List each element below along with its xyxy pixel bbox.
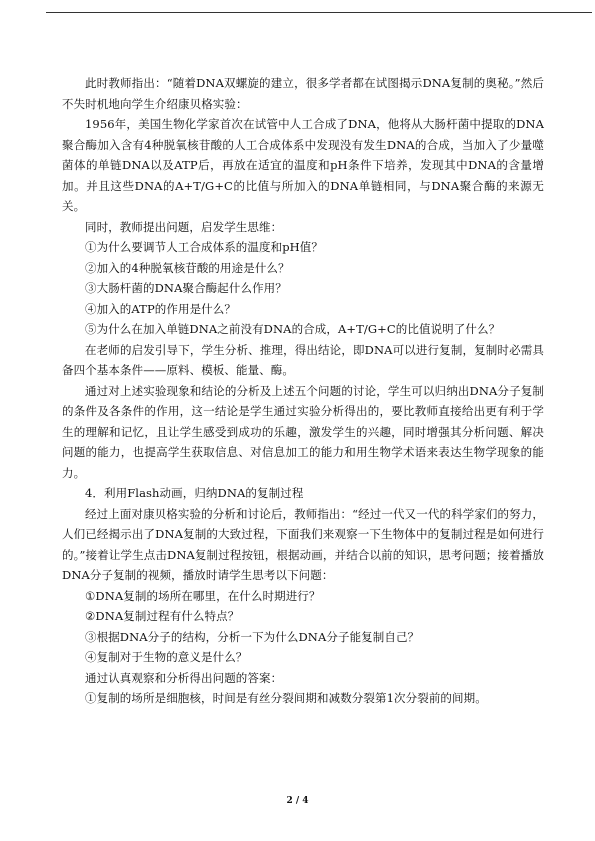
paragraph-teacher-intro: 此时教师指出：“随着DNA双螺旋的建立，很多学者都在试图揭示DNA复制的奥秘。”然后不失时机地向学生介绍康贝格实验： — [62, 76, 544, 111]
video-question-1: ①DNA复制的场所在哪里，在什么时期进行？ — [85, 588, 321, 603]
paragraph-answers-intro: 通过认真观察和分析得出问题的答案： — [85, 670, 283, 685]
question-item-3: ③大肠杆菌的DNA聚合酶起什么作用？ — [85, 281, 287, 295]
paragraph-teacher-questions: 同时，教师提出问题，启发学生思维： — [85, 219, 283, 234]
answer-item-1: ①复制的场所是细胞核，时间是有丝分裂间期和减数分裂第1次分裂前的间期。 — [85, 691, 487, 705]
page-number: 2 / 4 — [286, 796, 309, 806]
paragraph-kornberg-experiment: 1956年，美国生物化学家首次在试管中人工合成了DNA，他将从大肠杆菌中提取的DNA聚合酶加入含有4种脱氧核苷酸的人工合成体系中发现没有发生DNA的合成，当加入了少量噬菌体的单链DNA以及ATP后，再放在适宜的温度和pH条件下培养，发现其中DNA的含量增加。并且这些DNA的A+T/G+C的比值与所加入的DNA单链相同，与DNA聚合酶的来源无关。 — [62, 117, 544, 213]
paragraph-analysis: 通过对上述实验现象和结论的分析及上述五个问题的讨论，学生可以归纳出DNA分子复制的条件及各条件的作用，这一结论是学生通过实验分析得出的，要比教师直接给出更有利于学生的理解和记忆，且让学生感受到成功的乐趣，激发学生的兴趣，同时增强其分析问题、解决问题的能力，也提高学生获取信息、对信息加工的能力和用生物学术语来表达生物学现象的能力。 — [62, 383, 544, 480]
question-item-5: ⑤为什么在加入单链DNA之前没有DNA的合成，A+T/G+C的比值说明了什么？ — [85, 322, 501, 336]
section-heading-flash: 4．利用Flash动画，归纳DNA的复制过程 — [85, 486, 304, 500]
video-question-4: ④复制对于生物的意义是什么？ — [85, 650, 248, 664]
paragraph-flash-intro: 经过上面对康贝格实验的分析和讨论后，教师指出：“经过一代又一代的科学家们的努力，人们已经揭示出了DNA复制的大致过程，下面我们来观察一下生物体中的复制过程是如何进行的。”接着让学生点击DNA复制过程按钮，根据动画，并结合以前的知识，思考问题；接着播放DNA分子复制的视频，播放时请学生思考以下问题： — [62, 506, 544, 582]
header-rule — [46, 12, 592, 13]
video-question-3: ③根据DNA分子的结构，分析一下为什么DNA分子能复制自己？ — [85, 629, 420, 644]
paragraph-student-conclusion: 在老师的启发引导下，学生分析、推理，得出结论，即DNA可以进行复制，复制时必需具备四个基本条件——原料、模板、能量、酶。 — [62, 342, 544, 377]
question-item-1: ①为什么要调节人工合成体系的温度和pH值？ — [85, 240, 323, 254]
question-item-2: ②加入的4种脱氧核苷酸的用途是什么？ — [85, 260, 290, 275]
document-body — [62, 73, 544, 709]
question-item-4: ④加入的ATP的作用是什么？ — [85, 301, 236, 316]
video-question-2: ②DNA复制过程有什么特点？ — [85, 609, 240, 623]
